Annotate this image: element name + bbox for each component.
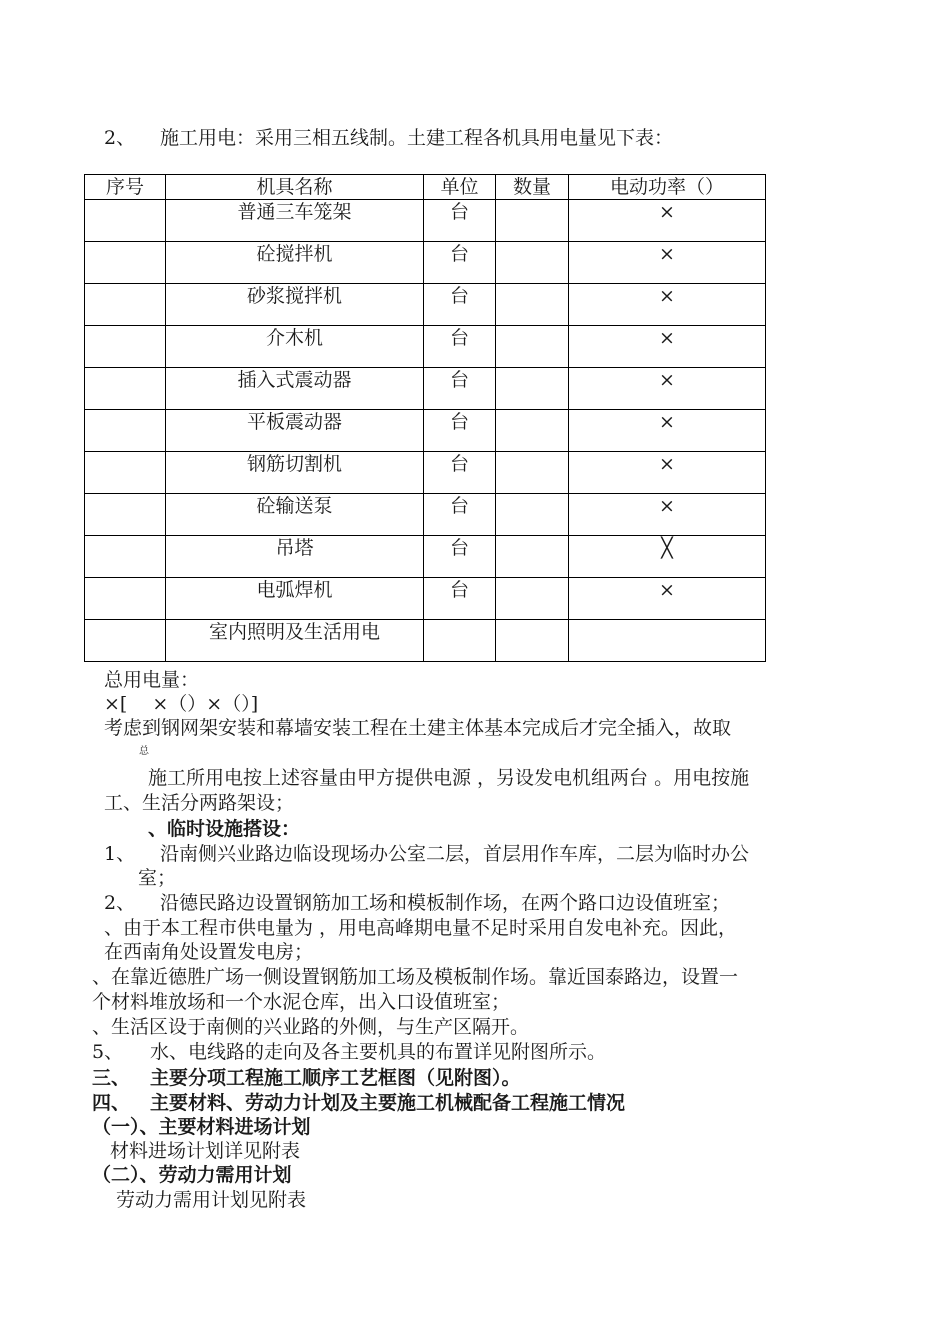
cell-index: [85, 620, 166, 662]
cell-power: ×: [569, 200, 766, 242]
table-row: [85, 200, 766, 242]
cell-unit: 台: [424, 368, 496, 410]
cell-index: [85, 410, 166, 452]
cell-quantity: [496, 284, 569, 326]
power-formula: ×[ ×（）×（）]: [104, 693, 259, 715]
cell-power: ×: [569, 578, 766, 620]
cell-equipment-name: 室内照明及生活用电: [166, 620, 424, 662]
cell-power: ×: [569, 410, 766, 452]
power-heading: 施工用电：采用三相五线制。土建工程各机具用电量见下表：: [160, 127, 674, 149]
supply-line-2: 工、生活分两路架设；: [104, 792, 295, 814]
table-header-row: [85, 175, 766, 200]
table-row: [85, 242, 766, 284]
cell-quantity: [496, 494, 569, 536]
cell-quantity: [496, 620, 569, 662]
cell-unit: 台: [424, 494, 496, 536]
cell-unit: 台: [424, 578, 496, 620]
total-power-label: 总用电量：: [104, 669, 200, 691]
cell-quantity: [496, 326, 569, 368]
item-1-line-1: 沿南侧兴业路边临设现场办公室二层，首层用作车库，二层为临时办公: [160, 843, 750, 865]
consider-text: 考虑到钢网架安装和幕墙安装工程在土建主体基本完成后才完全插入，故取: [104, 717, 732, 739]
cell-power: ×: [569, 494, 766, 536]
item-2-text: 沿德民路边设置钢筋加工场和模板制作场，在两个路口边设值班室；: [160, 892, 731, 914]
table-row: [85, 536, 766, 578]
table-body: [85, 200, 766, 662]
item-3-line-1: 、由于本工程市供电量为 ，用电高峰期电量不足时采用自发电补充。因此，: [104, 917, 738, 939]
item-6-text: 水、电线路的走向及各主要机具的布置详见附图所示。: [150, 1041, 607, 1063]
cell-equipment-name: 电弧焊机: [166, 578, 424, 620]
cell-power: [569, 620, 766, 662]
cell-index: [85, 536, 166, 578]
power-heading-number: 2、: [104, 127, 136, 149]
section-4-title: 主要材料、劳动力计划及主要施工机械配备工程施工情况: [150, 1092, 626, 1114]
cell-unit: 台: [424, 242, 496, 284]
cell-quantity: [496, 452, 569, 494]
section-3-title: 主要分项工程施工顺序工艺框图（见附图）。: [150, 1067, 521, 1089]
table-row: [85, 620, 766, 662]
item-2-number: 2、: [104, 892, 136, 914]
cell-equipment-name: 砂浆搅拌机: [166, 284, 424, 326]
cell-unit: 台: [424, 326, 496, 368]
cell-index: [85, 494, 166, 536]
equipment-power-table: [84, 174, 766, 662]
header-index: 序号: [85, 175, 166, 200]
cell-unit: [424, 620, 496, 662]
item-6-number: 5、: [92, 1041, 124, 1063]
cell-index: [85, 284, 166, 326]
section-3-number: 三、: [92, 1067, 131, 1089]
cell-quantity: [496, 242, 569, 284]
item-4-line-1: 、在靠近德胜广场一侧设置钢筋加工场及模板制作场。靠近国泰路边，设置一: [92, 966, 739, 988]
cell-power: ×: [569, 326, 766, 368]
subsection-2-heading: （二）、劳动力需用计划: [92, 1164, 292, 1186]
item-1-line-2: 室；: [138, 867, 177, 889]
section-4-number: 四、: [92, 1092, 131, 1114]
cell-unit: 台: [424, 284, 496, 326]
cell-quantity: [496, 536, 569, 578]
subsection-2-text: 劳动力需用计划见附表: [116, 1189, 307, 1211]
item-4-line-2: 个材料堆放场和一个水泥仓库，出入口设值班室；: [92, 991, 511, 1013]
cell-index: [85, 368, 166, 410]
cell-equipment-name: 砼搅拌机: [166, 242, 424, 284]
header-power: 电动功率（）: [569, 175, 766, 200]
cell-unit: 台: [424, 410, 496, 452]
subscript-total: 总: [139, 746, 149, 757]
cell-quantity: [496, 368, 569, 410]
header-unit: 单位: [424, 175, 496, 200]
item-1-number: 1、: [104, 843, 136, 865]
table-row: [85, 494, 766, 536]
cell-quantity: [496, 578, 569, 620]
cell-equipment-name: 平板震动器: [166, 410, 424, 452]
cell-index: [85, 326, 166, 368]
table-row: [85, 410, 766, 452]
cell-equipment-name: 砼输送泵: [166, 494, 424, 536]
cell-equipment-name: 钢筋切割机: [166, 452, 424, 494]
cell-equipment-name: 插入式震动器: [166, 368, 424, 410]
supply-line-1: 施工所用电按上述容量由甲方提供电源 ，另设发电机组两台 。用电按施: [148, 767, 750, 789]
cell-quantity: [496, 410, 569, 452]
cell-unit: 台: [424, 452, 496, 494]
cell-index: [85, 200, 166, 242]
cell-quantity: [496, 200, 569, 242]
subsection-1-text: 材料进场计划详见附表: [110, 1140, 301, 1162]
cell-power: ×: [569, 452, 766, 494]
cell-equipment-name: 吊塔: [166, 536, 424, 578]
cell-power: ×: [569, 242, 766, 284]
cell-equipment-name: 普通三车笼架: [166, 200, 424, 242]
cell-equipment-name: 介木机: [166, 326, 424, 368]
table-row: [85, 284, 766, 326]
cell-index: [85, 242, 166, 284]
temp-facilities-heading: 、临时设施搭设：: [148, 818, 301, 840]
cell-power: ×: [569, 368, 766, 410]
cell-index: [85, 452, 166, 494]
cell-unit: 台: [424, 536, 496, 578]
item-5-text: 、生活区设于南侧的兴业路的外侧，与生产区隔开。: [92, 1016, 530, 1038]
table-row: [85, 326, 766, 368]
cell-power: ×: [569, 284, 766, 326]
table-row: [85, 452, 766, 494]
cell-unit: 台: [424, 200, 496, 242]
header-quantity: 数量: [496, 175, 569, 200]
cell-index: [85, 578, 166, 620]
header-name: 机具名称: [166, 175, 424, 200]
cell-power: ╳: [569, 536, 766, 578]
table-row: [85, 368, 766, 410]
subsection-1-heading: （一）、主要材料进场计划: [92, 1116, 311, 1138]
item-3-line-2: 在西南角处设置发电房；: [104, 941, 314, 963]
table-row: [85, 578, 766, 620]
